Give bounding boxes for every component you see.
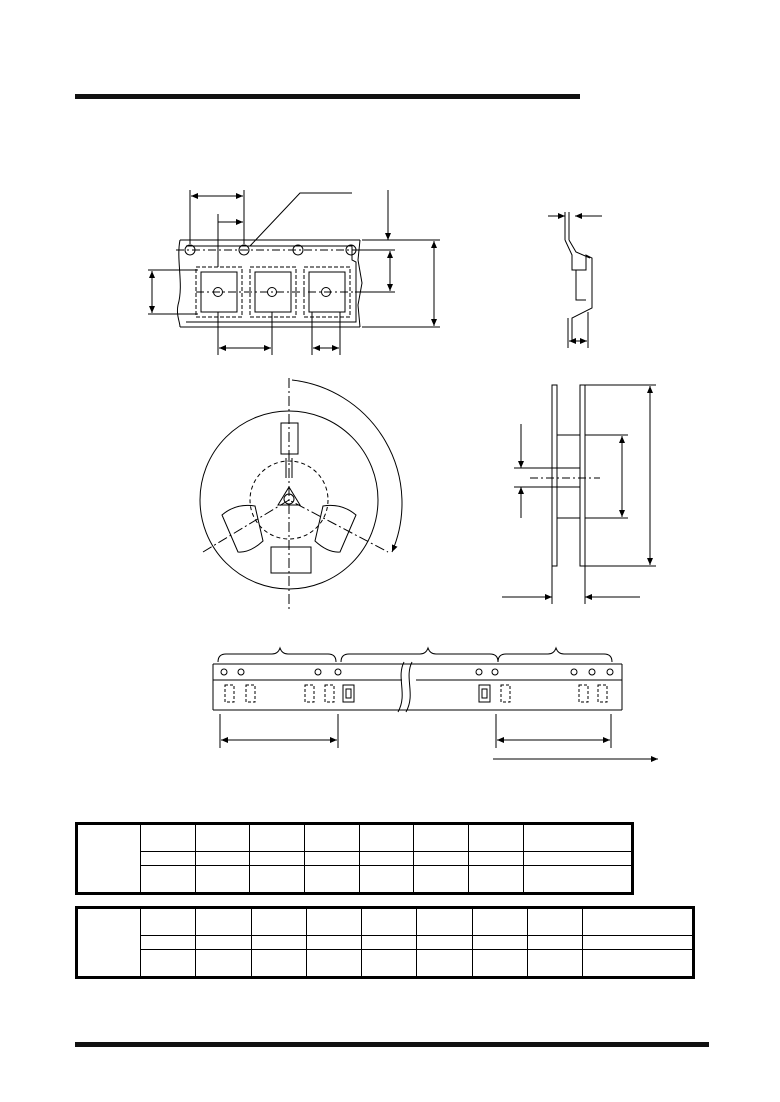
- table-row-header: [77, 824, 141, 894]
- bottom-rule: [75, 1042, 709, 1047]
- spec-table-2: [75, 906, 695, 979]
- spec-table-1: [75, 822, 634, 895]
- carrier-tape-top-view: [148, 190, 440, 355]
- reel-side-view: [502, 385, 656, 604]
- table-row-header: [77, 908, 141, 978]
- carrier-tape-cross-section: [548, 212, 602, 348]
- tape-leader-trailer-layout: [213, 648, 658, 759]
- reel-front-view: [200, 378, 402, 612]
